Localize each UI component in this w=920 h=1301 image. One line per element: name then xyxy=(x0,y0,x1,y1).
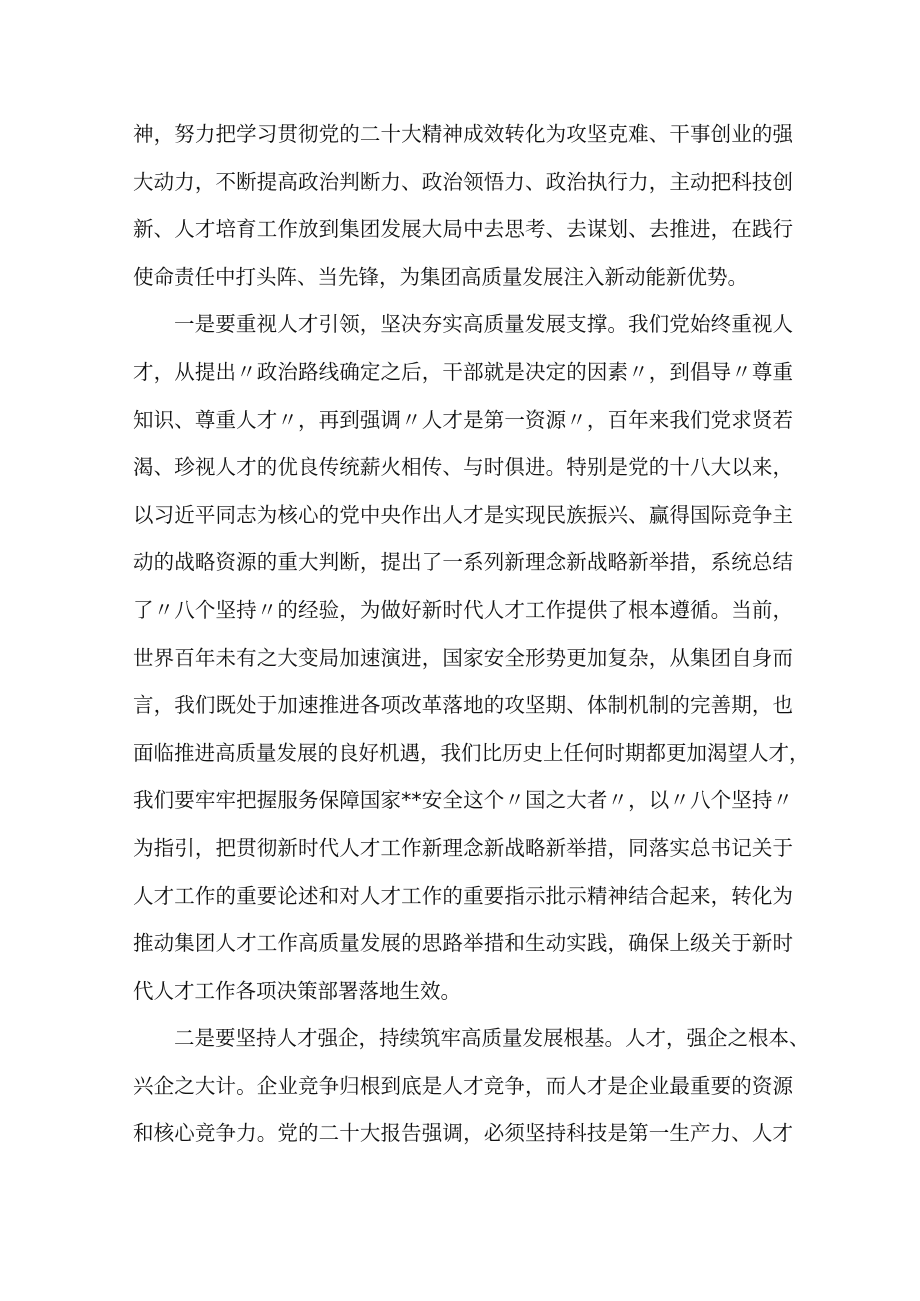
text-line: 世界百年未有之大变局加速演进，国家安全形势更加复杂，从集团自身而 xyxy=(133,645,793,670)
text-line: 一是要重视人才引领，坚决夯实高质量发展支撑。我们党始终重视人 xyxy=(174,312,793,337)
paragraph-3 xyxy=(133,1015,810,1158)
text-line: 为指引，把贯彻新时代人才工作新理念新战略新举措，同落实总书记关于 xyxy=(133,835,793,860)
text-line: 新、人才培育工作放到集团发展大局中去思考、去谋划、去推进，在践行 xyxy=(133,217,793,242)
text-line: 和核心竞争力。党的二十大报告强调，必须坚持科技是第一生产力、人才 xyxy=(133,1121,793,1146)
text-line: 言，我们既处于加速推进各项改革落地的攻坚期、体制机制的完善期，也 xyxy=(133,693,793,718)
text-line: 我们要牢牢把握服务保障国家**安全这个〃国之大者〃，以〃八个坚持〃 xyxy=(133,788,793,813)
text-line: 代人才工作各项决策部署落地生效。 xyxy=(133,978,461,1003)
text-line: 以习近平同志为核心的党中央作出人才是实现民族振兴、赢得国际竞争主 xyxy=(133,502,793,527)
text-line: 大动力，不断提高政治判断力、政治领悟力、政治执行力，主动把科技创 xyxy=(133,169,793,194)
paragraph-1 xyxy=(133,111,793,301)
text-line: 渴、珍视人才的优良传统薪火相传、与时俱进。特别是党的十八大以来， xyxy=(133,455,793,480)
paragraph-2 xyxy=(133,301,810,1015)
text-line: 推动集团人才工作高质量发展的思路举措和生动实践，确保上级关于新时 xyxy=(133,931,793,956)
text-line: 人才工作的重要论述和对人才工作的重要指示批示精神结合起来，转化为 xyxy=(133,883,793,908)
text-line: 二是要坚持人才强企，持续筑牢高质量发展根基。人才，强企之根本、 xyxy=(174,1026,810,1051)
text-line: 动的战略资源的重大判断，提出了一系列新理念新战略新举措，系统总结 xyxy=(133,550,793,575)
text-line: 神，努力把学习贯彻党的二十大精神成效转化为攻坚克难、干事创业的强 xyxy=(133,122,793,146)
document-body xyxy=(133,111,810,1158)
text-line: 了〃八个坚持〃的经验，为做好新时代人才工作提供了根本遵循。当前， xyxy=(133,597,793,622)
text-line: 面临推进高质量发展的良好机遇，我们比历史上任何时期都更加渴望人才， xyxy=(133,740,810,765)
text-line: 才，从提出〃政治路线确定之后，干部就是决定的因素〃，到倡导〃尊重 xyxy=(133,359,793,384)
text-line: 知识、尊重人才〃，再到强调〃人才是第一资源〃，百年来我们党求贤若 xyxy=(133,407,793,432)
text-line: 兴企之大计。企业竞争归根到底是人才竞争，而人才是企业最重要的资源 xyxy=(133,1073,793,1098)
text-line: 使命责任中打头阵、当先锋，为集团高质量发展注入新动能新优势。 xyxy=(133,264,748,289)
